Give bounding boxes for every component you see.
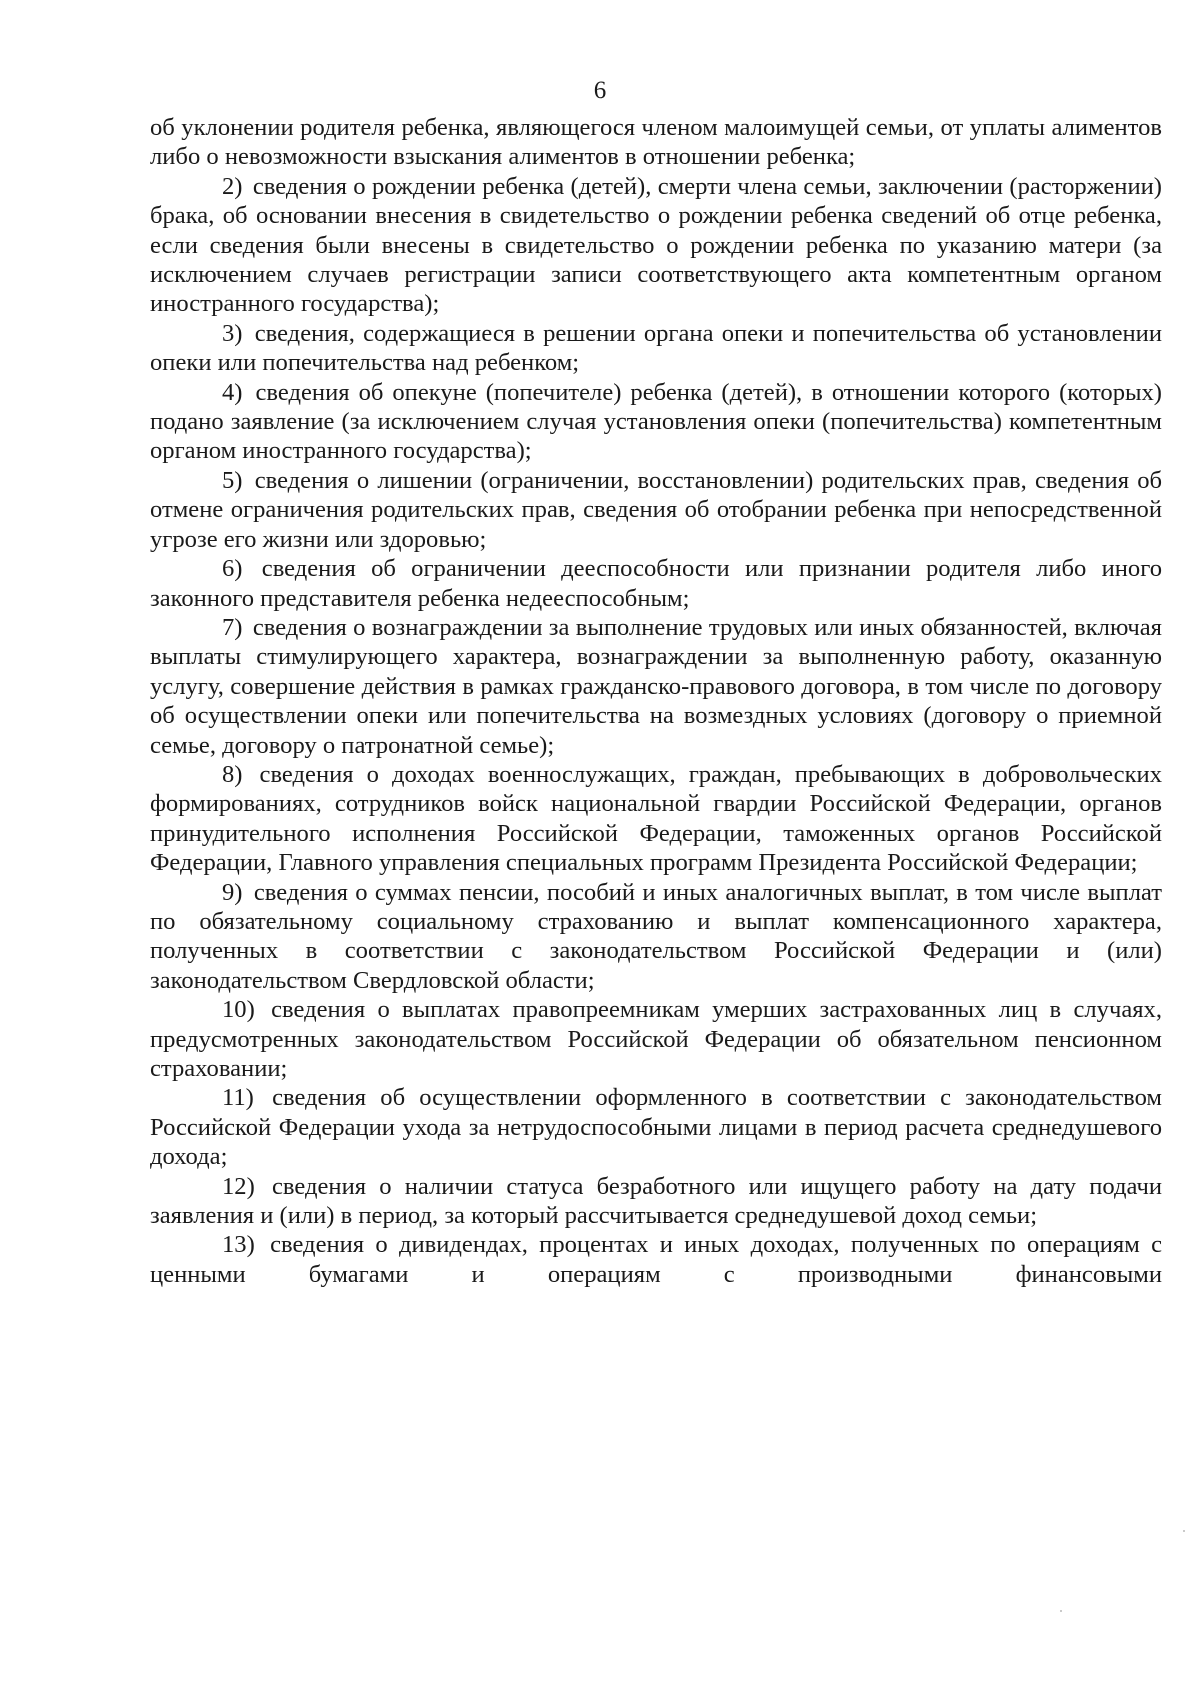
list-item-3: [150, 319, 1162, 378]
item-text: сведения о суммах пенсии, пособий и иных аналогичных выплат, в том числе выплат по обязательному социальному страхованию и выплат компенсационного характера, полученных в соответствии с законодательством Российской Федерации и (или) законодательством Свердловской области;: [150, 878, 1162, 994]
item-number: 13): [222, 1231, 255, 1259]
item-text: сведения об ограничении дееспособности или признании родителя либо иного законного представителя ребенка недееспособным;: [150, 555, 1162, 612]
document-body: [150, 113, 1162, 1289]
paragraph-text: об уклонении родителя ребенка, являющегося членом малоимущей семьи, от уплаты алиментов либо о невозможности взыскания алиментов в отношении ребенка;: [150, 114, 1162, 171]
item-text: сведения об опекуне (попечителе) ребенка (детей), в отношении которого (которых) подано заявление (за исключением случая установления опеки (попечительства) компетентным органом иностранного государства);: [150, 378, 1162, 465]
list-item-4: [150, 378, 1162, 466]
list-item-10: [150, 995, 1162, 1083]
item-number: 9): [222, 878, 243, 906]
item-number: 2): [222, 172, 243, 200]
list-item-6: [150, 554, 1162, 613]
list-item-11: [150, 1083, 1162, 1171]
page-number: 6: [593, 77, 607, 104]
item-text: сведения о наличии статуса безработного или ищущего работу на дату подачи заявления и (или) в период, за который рассчитывается среднедушевой доход семьи;: [150, 1172, 1162, 1230]
scan-speck: [1183, 1530, 1185, 1532]
item-number: 6): [222, 555, 243, 583]
list-item-7: [150, 613, 1162, 760]
item-text: сведения, содержащиеся в решении органа опеки и попечительства об установлении опеки или попечительства над ребенком;: [150, 319, 1162, 377]
list-item-12: [150, 1172, 1162, 1231]
item-number: 12): [222, 1172, 255, 1200]
list-item-5: [150, 466, 1162, 554]
item-text: сведения о выплатах правопреемникам умерших застрахованных лиц в случаях, предусмотренных законодательством Российской Федерации об обязательном пенсионном страховании;: [150, 996, 1162, 1082]
item-number: 5): [222, 466, 243, 494]
list-item-8: [150, 760, 1162, 878]
item-text: сведения о рождении ребенка (детей), смерти члена семьи, заключении (расторжении) брака, об основании внесения в свидетельство о рождении ребенка сведений об отце ребенка, если сведения были внесены в свидетельство о рождении ребенка по указанию матери (за исключением случаев регистрации записи соответствующего акта компетентным органом иностранного государства);: [150, 172, 1162, 318]
item-number: 7): [222, 613, 243, 641]
list-item-9: [150, 878, 1162, 996]
list-item-2: [150, 172, 1162, 319]
item-number: 3): [222, 319, 243, 347]
list-item-13: [150, 1230, 1162, 1289]
item-text: сведения о доходах военнослужащих, граждан, пребывающих в добровольческих формированиях, сотрудников войск национальной гвардии Российской Федерации, органов принудительного исполнения Российской Федерации, таможенных органов Российской Федерации, Главного управления специальных программ Президента Российской Федерации;: [150, 760, 1163, 877]
item-number: 10): [222, 996, 255, 1024]
item-number: 8): [222, 760, 243, 788]
item-text: сведения о вознаграждении за выполнение трудовых или иных обязанностей, включая выплаты стимулирующего характера, вознаграждении за выполненную работу, оказанную услугу, совершение действия в рамках гражданско-правового договора, в том числе по договору об осуществлении опеки или попечительства на возмездных условиях (договору о приемной семье, договору о патронатной семье);: [150, 613, 1162, 759]
item-text: сведения об осуществлении оформленного в соответствии с законодательством Российской Федерации ухода за нетрудоспособными лицами в период расчета среднедушевого дохода;: [150, 1084, 1162, 1171]
scan-speck: [1060, 1610, 1062, 1612]
paragraph-continued: [150, 113, 1162, 172]
item-number: 11): [222, 1084, 254, 1112]
item-text: сведения о лишении (ограничении, восстановлении) родительских прав, сведения об отмене ограничения родительских прав, сведения об отобрании ребенка при непосредственной угрозе его жизни или здоровью;: [150, 466, 1162, 553]
item-number: 4): [222, 378, 243, 406]
item-text: сведения о дивидендах, процентах и иных доходах, полученных по операциям с ценными бумагами и операциям с производными финансовыми: [150, 1231, 1162, 1288]
